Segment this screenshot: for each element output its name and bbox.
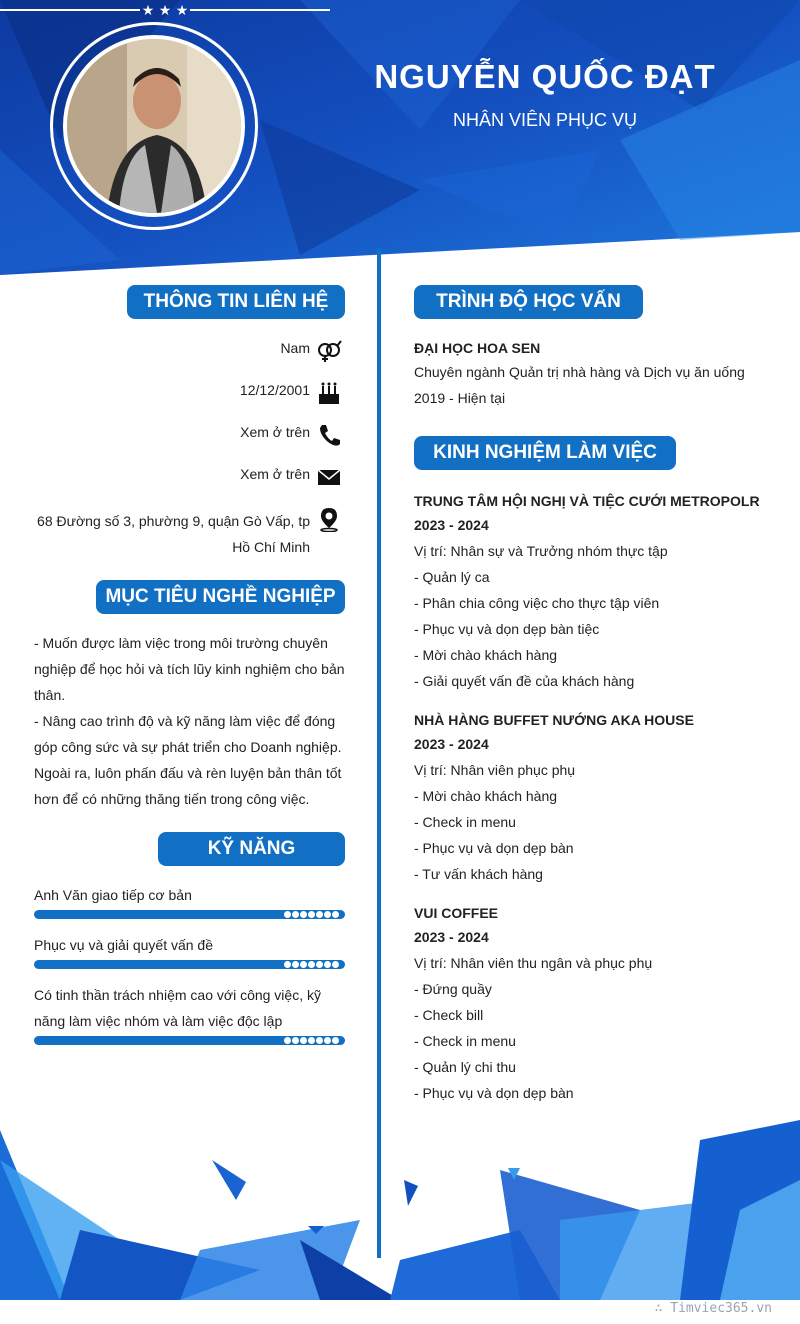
job-task: - Mời chào khách hàng <box>414 788 558 804</box>
job-position: Vị trí: Nhân sự và Trưởng nhóm thực tập <box>414 543 668 559</box>
column-divider <box>377 248 381 1258</box>
job-task: - Quản lý chi thu <box>414 1059 516 1075</box>
job-task: - Phục vụ và dọn dẹp bàn <box>414 840 574 856</box>
job-period: 2023 - 2024 <box>414 736 489 752</box>
job-company: VUI COFFEE <box>414 905 499 921</box>
job-position: Vị trí: Nhân viên phục phụ <box>414 762 576 778</box>
objective-line: - Muốn được làm việc trong môi trường chuyên <box>34 635 328 651</box>
skill-label: Phục vụ và giải quyết vấn đề <box>34 937 214 953</box>
svg-text:★ ★ ★: ★ ★ ★ <box>141 3 189 19</box>
skills-heading: KỸ NĂNG <box>158 832 345 866</box>
address-line-2: Hồ Chí Minh <box>232 539 310 555</box>
avatar <box>63 35 245 217</box>
job-period: 2023 - 2024 <box>414 929 489 945</box>
footer-decoration <box>0 1120 800 1300</box>
skill-bar-dots <box>282 910 345 919</box>
job-company: NHÀ HÀNG BUFFET NƯỚNG AKA HOUSE <box>414 712 694 728</box>
education-heading: TRÌNH ĐỘ HỌC VẤN <box>414 285 643 319</box>
job-task: - Phục vụ và dọn dẹp bàn tiệc <box>414 621 600 637</box>
objective-line: hơn để có những thăng tiến trong công việc. <box>34 791 310 807</box>
contact-email: Xem ở trên <box>240 466 310 482</box>
watermark: ∴ Timviec365.vn <box>654 1301 772 1316</box>
job-period: 2023 - 2024 <box>414 517 489 533</box>
skill-bar-dots <box>282 960 345 969</box>
skill-bar <box>34 960 345 969</box>
skill-bar <box>34 1036 345 1045</box>
contact-dob: 12/12/2001 <box>239 382 310 398</box>
address-line-1: 68 Đường số 3, phường 9, quận Gò Vấp, tp <box>37 513 310 529</box>
education-school: ĐẠI HỌC HOA SEN <box>414 340 541 356</box>
education-period: 2019 - Hiện tại <box>414 390 506 406</box>
skill-bar-dots <box>282 1036 345 1045</box>
gender-icon <box>316 338 342 364</box>
job-position: Vị trí: Nhân viên thu ngân và phục phụ <box>414 955 653 971</box>
skill-label-line: năng làm việc nhóm và làm việc độc lập <box>34 1013 283 1029</box>
skill-bar-fill <box>34 910 283 919</box>
mail-icon <box>316 464 342 490</box>
objective-line: Ngoài ra, luôn phấn đấu và rèn luyện bản thân tốt <box>34 765 342 781</box>
experience-heading: KINH NGHIỆM LÀM VIỆC <box>414 436 676 470</box>
job-company: TRUNG TÂM HỘI NGHỊ VÀ TIỆC CƯỚI METROPOLR <box>414 493 760 509</box>
objective-line: nghiệp để học hỏi và tích lũy kinh nghiệm cho bản <box>34 661 345 677</box>
objective-line: - Nâng cao trình độ và kỹ năng làm việc để đóng <box>34 713 336 729</box>
education-major: Chuyên ngành Quản trị nhà hàng và Dịch vụ ăn uống <box>414 364 745 380</box>
cake-icon <box>316 380 342 406</box>
skill-label-line: Có tinh thần trách nhiệm cao với công việc, kỹ <box>34 987 321 1003</box>
job-task: - Mời chào khách hàng <box>414 647 558 663</box>
job-task: - Giải quyết vấn đề của khách hàng <box>414 673 635 689</box>
job-task: - Đứng quầy <box>414 981 492 997</box>
stars-divider <box>0 0 330 20</box>
job-task: - Quản lý ca <box>414 569 490 585</box>
job-entry <box>414 490 784 694</box>
job-task: - Tư vấn khách hàng <box>414 866 543 882</box>
contact-gender: Nam <box>280 340 310 356</box>
objective-text <box>34 630 345 812</box>
candidate-name: NGUYỄN QUỐC ĐẠT <box>374 58 716 95</box>
job-task: - Phục vụ và dọn dẹp bàn <box>414 1085 574 1101</box>
job-task: - Check in menu <box>414 814 516 830</box>
contact-address <box>30 508 310 560</box>
skill-bar-fill <box>34 1036 283 1045</box>
job-task: - Check bill <box>414 1007 484 1023</box>
candidate-title: NHÂN VIÊN PHỤC VỤ <box>452 110 638 130</box>
objective-line: thân. <box>34 687 66 703</box>
phone-icon <box>316 422 342 448</box>
job-task: - Phân chia công việc cho thực tập viên <box>414 595 660 611</box>
header-banner <box>0 0 800 280</box>
objective-line: góp công sức và sự phát triển cho Doanh nghiệp. <box>34 739 342 755</box>
location-pin-icon <box>316 506 342 532</box>
skill-bar <box>34 910 345 919</box>
job-task: - Check in menu <box>414 1033 516 1049</box>
contact-heading: THÔNG TIN LIÊN HỆ <box>127 285 345 319</box>
job-entry <box>414 709 784 887</box>
contact-phone: Xem ở trên <box>240 424 310 440</box>
skill-label <box>34 982 345 1034</box>
skill-label: Anh Văn giao tiếp cơ bản <box>34 887 192 903</box>
job-entry <box>414 902 784 1106</box>
skill-bar-fill <box>34 960 283 969</box>
avatar-ring <box>50 22 258 230</box>
objective-heading: MỤC TIÊU NGHỀ NGHIỆP <box>96 580 345 614</box>
